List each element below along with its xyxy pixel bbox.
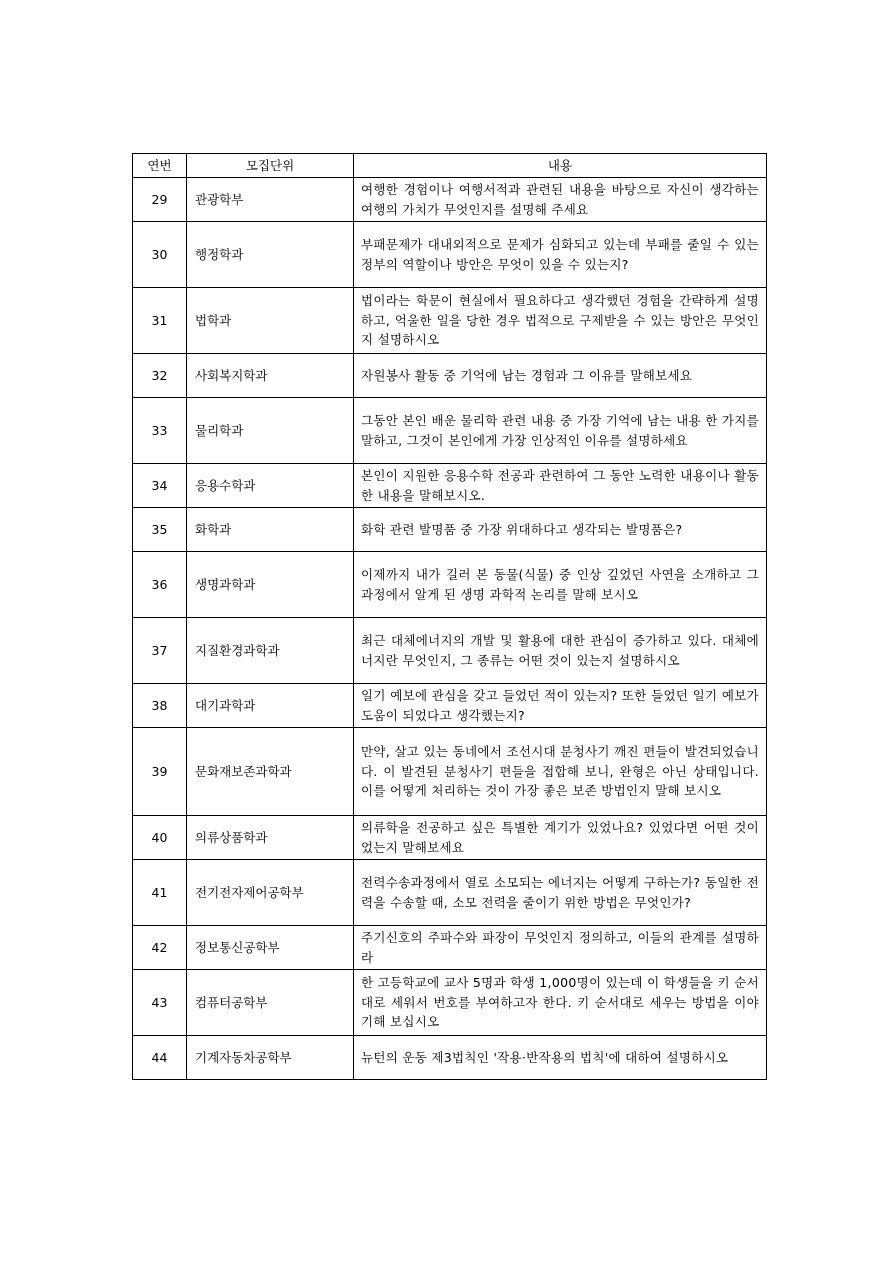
row-number: 33 bbox=[133, 398, 187, 464]
row-unit: 의류상품학과 bbox=[187, 816, 354, 860]
table-row bbox=[133, 816, 767, 860]
row-number: 38 bbox=[133, 684, 187, 728]
table-row bbox=[133, 860, 767, 926]
row-unit: 컴퓨터공학부 bbox=[187, 970, 354, 1036]
table-row bbox=[133, 552, 767, 618]
row-content: 법이라는 학문이 현실에서 필요하다고 생각했던 경험을 간략하게 설명하고, 억울한 일을 당한 경우 법적으로 구제받을 수 있는 방안은 무엇인지 설명하시오 bbox=[354, 288, 767, 354]
row-unit: 정보통신공학부 bbox=[187, 926, 354, 970]
table-row bbox=[133, 508, 767, 552]
row-number: 30 bbox=[133, 222, 187, 288]
table-row bbox=[133, 222, 767, 288]
row-unit: 기계자동차공학부 bbox=[187, 1036, 354, 1080]
table-row bbox=[133, 354, 767, 398]
row-number: 41 bbox=[133, 860, 187, 926]
row-content: 최근 대체에너지의 개발 및 활용에 대한 관심이 증가하고 있다. 대체에너지란 무엇인지, 그 종류는 어떤 것이 있는지 설명하시오 bbox=[354, 618, 767, 684]
table-row bbox=[133, 618, 767, 684]
row-content: 자원봉사 활동 중 기억에 남는 경험과 그 이유를 말해보세요 bbox=[354, 354, 767, 398]
row-number: 35 bbox=[133, 508, 187, 552]
table-row bbox=[133, 398, 767, 464]
row-content: 이제까지 내가 길러 본 동물(식물) 중 인상 깊었던 사연을 소개하고 그 과정에서 알게 된 생명 과학적 논리를 말해 보시오 bbox=[354, 552, 767, 618]
row-content: 본인이 지원한 응용수학 전공과 관련하여 그 동안 노력한 내용이나 활동한 내용을 말해보시오. bbox=[354, 464, 767, 508]
row-content: 한 고등학교에 교사 5명과 학생 1,000명이 있는데 이 학생들을 키 순서대로 세워서 번호를 부여하고자 한다. 키 순서대로 세우는 방법을 이야기해 보십시오 bbox=[354, 970, 767, 1036]
row-unit: 지질환경과학과 bbox=[187, 618, 354, 684]
row-unit: 사회복지학과 bbox=[187, 354, 354, 398]
row-unit: 법학과 bbox=[187, 288, 354, 354]
row-content: 화학 관련 발명품 중 가장 위대하다고 생각되는 발명품은? bbox=[354, 508, 767, 552]
row-unit: 전기전자제어공학부 bbox=[187, 860, 354, 926]
table-row bbox=[133, 728, 767, 816]
table-row bbox=[133, 1036, 767, 1080]
header-number: 연번 bbox=[133, 154, 187, 178]
row-unit: 생명과학과 bbox=[187, 552, 354, 618]
row-number: 31 bbox=[133, 288, 187, 354]
row-number: 32 bbox=[133, 354, 187, 398]
row-content: 그동안 본인 배운 물리학 관련 내용 중 가장 기억에 남는 내용 한 가지를 말하고, 그것이 본인에게 가장 인상적인 이유를 설명하세요 bbox=[354, 398, 767, 464]
row-content: 만약, 살고 있는 동네에서 조선시대 분청사기 깨진 편들이 발견되었습니다. 이 발견된 분청사기 편들을 접합해 보니, 완형은 아닌 상태입니다. 이를 어떻게 처리하는 것이 가장 좋은 보존 방법인지 말해 보시오 bbox=[354, 728, 767, 816]
table-row bbox=[133, 684, 767, 728]
header-content: 내용 bbox=[354, 154, 767, 178]
admissions-question-table bbox=[132, 153, 767, 1080]
row-number: 36 bbox=[133, 552, 187, 618]
table-row bbox=[133, 926, 767, 970]
table-row bbox=[133, 970, 767, 1036]
row-number: 29 bbox=[133, 178, 187, 222]
table-row bbox=[133, 464, 767, 508]
row-unit: 대기과학과 bbox=[187, 684, 354, 728]
header-row bbox=[133, 154, 767, 178]
row-content: 주기신호의 주파수와 파장이 무엇인지 정의하고, 이들의 관계를 설명하라 bbox=[354, 926, 767, 970]
row-unit: 화학과 bbox=[187, 508, 354, 552]
row-content: 일기 예보에 관심을 갖고 들었던 적이 있는지? 또한 들었던 일기 예보가 도움이 되었다고 생각했는지? bbox=[354, 684, 767, 728]
row-unit: 문화재보존과학과 bbox=[187, 728, 354, 816]
row-content: 뉴턴의 운동 제3법칙인 '작용·반작용의 법칙'에 대하여 설명하시오 bbox=[354, 1036, 767, 1080]
row-number: 44 bbox=[133, 1036, 187, 1080]
row-content: 전력수송과정에서 열로 소모되는 에너지는 어떻게 구하는가? 동일한 전력을 수송할 때, 소모 전력을 줄이기 위한 방법은 무엇인가? bbox=[354, 860, 767, 926]
header-unit: 모집단위 bbox=[187, 154, 354, 178]
row-number: 39 bbox=[133, 728, 187, 816]
row-content: 여행한 경험이나 여행서적과 관련된 내용을 바탕으로 자신이 생각하는 여행의 가치가 무엇인지를 설명해 주세요 bbox=[354, 178, 767, 222]
row-number: 37 bbox=[133, 618, 187, 684]
row-number: 42 bbox=[133, 926, 187, 970]
row-content: 부패문제가 대내외적으로 문제가 심화되고 있는데 부패를 줄일 수 있는 정부의 역할이나 방안은 무엇이 있을 수 있는지? bbox=[354, 222, 767, 288]
row-number: 40 bbox=[133, 816, 187, 860]
row-number: 34 bbox=[133, 464, 187, 508]
table-row bbox=[133, 288, 767, 354]
row-content: 의류학을 전공하고 싶은 특별한 계기가 있었나요? 있었다면 어떤 것이었는지 말해보세요 bbox=[354, 816, 767, 860]
row-unit: 관광학부 bbox=[187, 178, 354, 222]
row-unit: 응용수학과 bbox=[187, 464, 354, 508]
row-number: 43 bbox=[133, 970, 187, 1036]
table-row bbox=[133, 178, 767, 222]
row-unit: 물리학과 bbox=[187, 398, 354, 464]
row-unit: 행정학과 bbox=[187, 222, 354, 288]
